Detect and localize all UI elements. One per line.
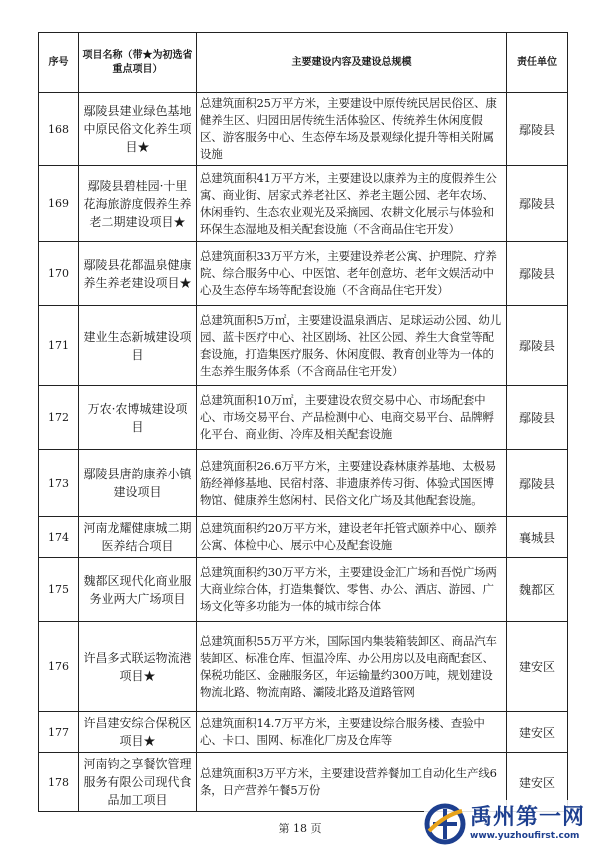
row-number: 168 (39, 93, 79, 166)
row-number: 177 (39, 712, 79, 753)
table-row (39, 306, 568, 386)
project-name: 万农·农博城建设项目 (79, 386, 197, 450)
table-row (39, 558, 568, 622)
project-content: 总建筑面积55万平方米，国际国内集装箱装卸区、商品汽车装卸区、标准仓库、恒温冷库、办公用房以及电商配套区、保税功能区、金融服务区，年运输量约300万吨，规划建设物流北路、物流南路、灞陵北路及道路管网 (197, 622, 507, 712)
watermark-name: 禹州第一网 (470, 805, 586, 830)
project-table (38, 32, 568, 812)
project-content: 总建筑面积41万平方米，主要建设以康养为主的度假养生公寓、商业街、居家式养老社区、养老主题公园、老年农场、休闲垂钓、生态农业观光及采摘园、农耕文化展示与体验和环保生态湿地及相关配套设施（不含商品住宅开发） (197, 166, 507, 242)
responsible-unit: 鄢陵县 (507, 386, 568, 450)
header-no: 序号 (39, 33, 79, 93)
project-name: 鄢陵县唐韵康养小镇建设项目 (79, 450, 197, 517)
header-content: 主要建设内容及建设总规模 (197, 33, 507, 93)
table-row (39, 712, 568, 753)
project-name: 鄢陵县碧桂园·十里花海旅游度假养生养老二期建设项目★ (79, 166, 197, 242)
responsible-unit: 建安区 (507, 622, 568, 712)
row-number: 172 (39, 386, 79, 450)
project-name: 河南钧之享餐饮管理服务有限公司现代食品加工项目 (79, 753, 197, 812)
row-number: 175 (39, 558, 79, 622)
row-number: 173 (39, 450, 79, 517)
project-content: 总建筑面积10万㎡，主要建设农贸交易中心、市场配套中心、市场交易平台、产品检测中心、电商交易平台、品牌孵化平台、商业街、冷库及相关配套设施 (197, 386, 507, 450)
responsible-unit: 襄城县 (507, 517, 568, 558)
responsible-unit: 建安区 (507, 712, 568, 753)
row-number: 178 (39, 753, 79, 812)
header-name: 项目名称（带★为初选省重点项目） (79, 33, 197, 93)
responsible-unit: 鄢陵县 (507, 306, 568, 386)
project-name: 鄢陵县建业绿色基地中原民俗文化养生项目★ (79, 93, 197, 166)
project-content: 总建筑面积约30万平方米，主要建设金汇广场和吾悦广场两大商业综合体，打造集餐饮、零售、办公、酒店、游园、广场文化等多功能为一体的城市综合体 (197, 558, 507, 622)
row-number: 170 (39, 242, 79, 306)
responsible-unit: 建安区 (507, 753, 568, 812)
watermark-url: www.yuzhoufirst.com (470, 831, 580, 841)
row-number: 174 (39, 517, 79, 558)
watermark (424, 800, 600, 848)
project-name: 许昌多式联运物流港项目★ (79, 622, 197, 712)
row-number: 176 (39, 622, 79, 712)
table-row (39, 450, 568, 517)
project-content: 总建筑面积3万平方米，主要建设营养餐加工自动化生产线6条，日产营养午餐5万份 (197, 753, 507, 812)
project-content: 总建筑面积26.6万平方米，主要建设森林康养基地、太极易筋经禅修基地、民宿村落、非遗康养传习街、体验式国医博物馆、健康养生悠闲村、民俗文化广场及其他配套设施。 (197, 450, 507, 517)
project-name: 魏都区现代化商业服务业两大广场项目 (79, 558, 197, 622)
project-content: 总建筑面积25万平方米，主要建设中原传统民居民俗区、康健养生区、归园田居传统生活体验区、传统养生休闲度假区、游客服务中心、生态停车场及景观绿化提升等相关附属设施 (197, 93, 507, 166)
header-unit: 责任单位 (507, 33, 568, 93)
table-row (39, 517, 568, 558)
project-content: 总建筑面积33万平方米，主要建设养老公寓、护理院、疗养院、综合服务中心、中医馆、老年创意坊、老年文娱活动中心及生态停车场等配套设施（不含商品住宅开发） (197, 242, 507, 306)
row-number: 169 (39, 166, 79, 242)
responsible-unit: 鄢陵县 (507, 93, 568, 166)
project-content: 总建筑面积约20万平方米，建设老年托管式颐养中心、颐养公寓、体检中心、展示中心及配套设施 (197, 517, 507, 558)
globe-logo-icon (424, 803, 466, 845)
page-number: 第 18 页 (278, 822, 322, 835)
responsible-unit: 鄢陵县 (507, 450, 568, 517)
project-name: 河南龙耀健康城二期医养结合项目 (79, 517, 197, 558)
project-content: 总建筑面积5万㎡，主要建设温泉酒店、足球运动公园、幼儿园、蓝卡医疗中心、社区剧场、社区公园、养生大食堂等配套设施，打造集医疗服务、休闲度假、教育创业等为一体的生态养生服务体系（不含商品住宅开发） (197, 306, 507, 386)
project-content: 总建筑面积14.7万平方米，主要建设综合服务楼、查验中心、卡口、围网、标准化厂房及仓库等 (197, 712, 507, 753)
table-row (39, 622, 568, 712)
table-row (39, 93, 568, 166)
table-row (39, 166, 568, 242)
table-row (39, 242, 568, 306)
responsible-unit: 魏都区 (507, 558, 568, 622)
table-row (39, 386, 568, 450)
table-header-row (39, 33, 568, 93)
project-name: 鄢陵县花都温泉健康养生养老建设项目★ (79, 242, 197, 306)
row-number: 171 (39, 306, 79, 386)
responsible-unit: 鄢陵县 (507, 166, 568, 242)
responsible-unit: 鄢陵县 (507, 242, 568, 306)
project-name: 许昌建安综合保税区项目★ (79, 712, 197, 753)
project-name: 建业生态新城建设项目 (79, 306, 197, 386)
